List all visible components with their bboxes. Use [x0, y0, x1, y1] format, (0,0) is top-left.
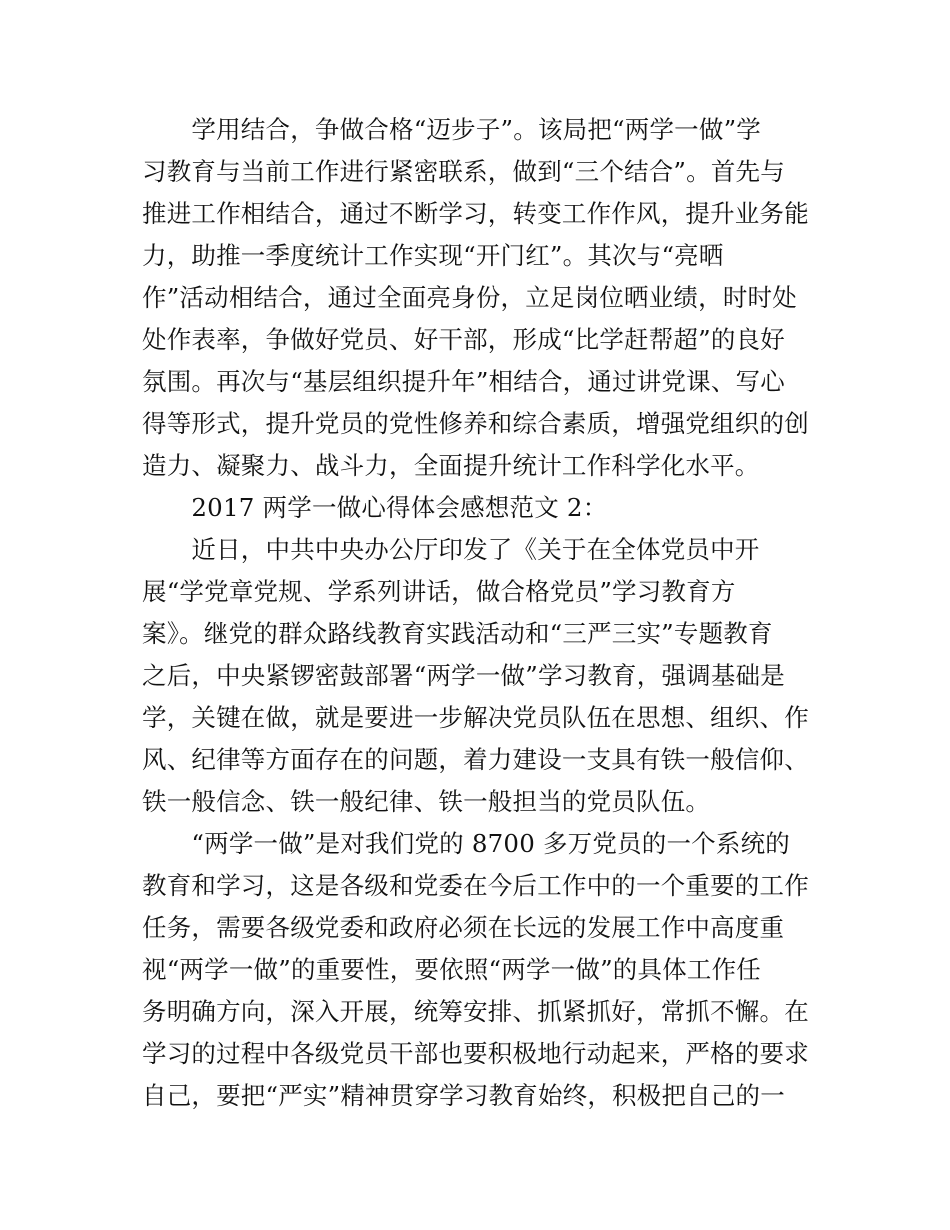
text-line: 展“学党章党规、学系列讲话，做合格党员”学习教育方: [142, 577, 736, 606]
text-line: 教育和学习，这是各级和党委在今后工作中的一个重要的工作: [142, 871, 809, 900]
text-line: 学习的过程中各级党员干部也要积极地行动起来，严格的要求: [142, 1039, 809, 1068]
text-line: 作”活动相结合，通过全面亮身份，立足岗位晒业绩，时时处: [142, 283, 797, 312]
text-line: 氛围。再次与“基层组织提升年”相结合，通过讲党课、写心: [142, 367, 785, 396]
text-line: 造力、凝聚力、战斗力，全面提升统计工作科学化水平。: [142, 451, 760, 480]
text-line: 案》。继党的群众路线教育实践活动和“三严三实”专题教育: [142, 619, 773, 648]
text-line: 风、纪律等方面存在的问题，着力建设一支具有铁一般信仰、: [142, 745, 809, 774]
text-line: 处作表率，争做好党员、好干部，形成“比学赶帮超”的良好: [142, 325, 785, 354]
text-line: 学用结合，争做合格“迈步子”。该局把“两学一做”学: [142, 115, 761, 144]
section-heading: 2017 两学一做心得体会感想范文 2：: [142, 493, 608, 522]
text-line: 学，关键在做，就是要进一步解决党员队伍在思想、组织、作: [142, 703, 809, 732]
text-line: 推进工作相结合，通过不断学习，转变工作作风，提升业务能: [142, 199, 809, 228]
text-line: 铁一般信念、铁一般纪律、铁一般担当的党员队伍。: [142, 787, 711, 816]
text-line: 视“两学一做”的重要性，要依照“两学一做”的具体工作任: [142, 955, 761, 984]
text-line: 自己，要把“严实”精神贯穿学习教育始终，积极把自己的一: [142, 1081, 785, 1110]
text-line: “两学一做”是对我们党的 8700 多万党员的一个系统的: [142, 829, 790, 858]
text-line: 务明确方向，深入开展，统筹安排、抓紧抓好，常抓不懈。在: [142, 997, 809, 1026]
text-line: 任务，需要各级党委和政府必须在长远的发展工作中高度重: [142, 913, 785, 942]
text-line: 习教育与当前工作进行紧密联系，做到“三个结合”。首先与: [142, 157, 785, 186]
text-line: 得等形式，提升党员的党性修养和综合素质，增强党组织的创: [142, 409, 809, 438]
text-line: 之后，中央紧锣密鼓部署“两学一做”学习教育，强调基础是: [142, 661, 785, 690]
text-line: 近日，中共中央办公厅印发了《关于在全体党员中开: [142, 535, 760, 564]
text-line: 力，助推一季度统计工作实现“开门红”。其次与“亮晒: [142, 241, 724, 270]
